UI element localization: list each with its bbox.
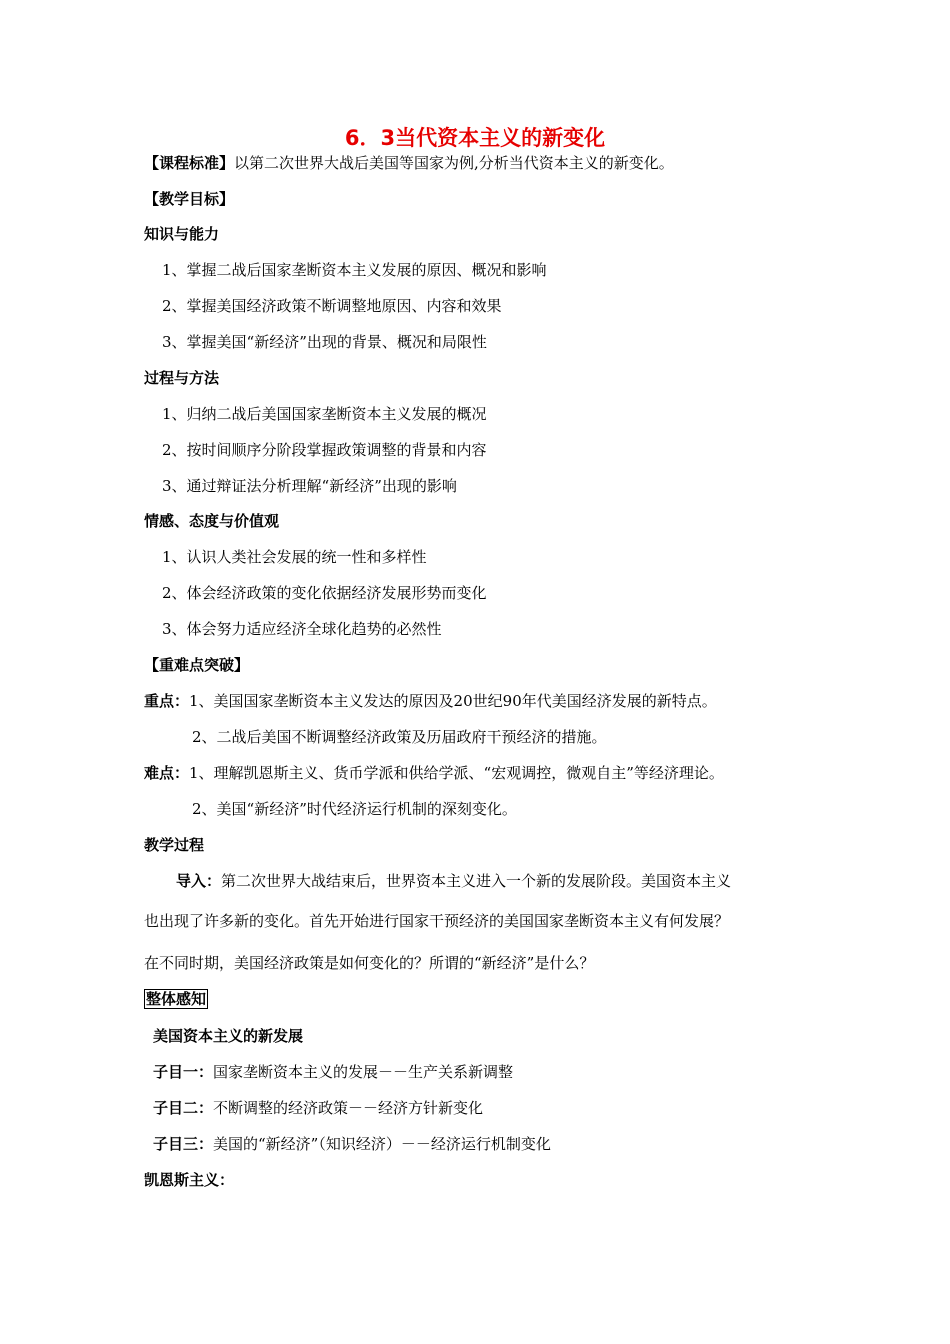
intro-label: 导入： xyxy=(176,872,222,890)
values-item: 1、认识人类社会发展的统一性和多样性 xyxy=(162,548,427,566)
focus-line xyxy=(144,691,717,711)
subitem-row xyxy=(153,1062,513,1082)
intro-line xyxy=(176,871,731,891)
difficulty-item: 1、理解凯恩斯主义、货币学派和供给学派、“宏观调控，微观自主”等经济理论。 xyxy=(189,764,724,782)
knowledge-item: 1、掌握二战后国家垄断资本主义发展的原因、概况和影响 xyxy=(162,261,547,279)
focus-label: 重点： xyxy=(144,692,190,710)
subitem-row xyxy=(153,1098,483,1118)
overview-heading-wrap xyxy=(144,989,208,1009)
values-heading: 情感、态度与价值观 xyxy=(144,512,280,530)
intro-text: 在不同时期，美国经济政策是如何变化的？所谓的“新经济”是什么？ xyxy=(144,954,595,972)
subitem-label: 子目二： xyxy=(153,1099,214,1117)
process-item: 3、通过辩证法分析理解“新经济”出现的影响 xyxy=(162,477,457,495)
objectives-heading: 【教学目标】 xyxy=(144,190,235,208)
knowledge-item: 2、掌握美国经济政策不断调整地原因、内容和效果 xyxy=(162,297,502,315)
process-item: 1、归纳二战后美国国家垄断资本主义发展的概况 xyxy=(162,405,487,423)
subitem-text: 国家垄断资本主义的发展－－生产关系新调整 xyxy=(213,1063,514,1081)
intro-text: 第二次世界大战结束后，世界资本主义进入一个新的发展阶段。美国资本主义 xyxy=(221,872,732,890)
difficulty-item: 2、美国“新经济”时代经济运行机制的深刻变化。 xyxy=(192,800,517,818)
process-item: 2、按时间顺序分阶段掌握政策调整的背景和内容 xyxy=(162,441,487,459)
subitem-text: 美国的“新经济”（知识经济）－－经济运行机制变化 xyxy=(213,1135,551,1153)
overview-subtitle: 美国资本主义的新发展 xyxy=(153,1027,304,1045)
keypoints-heading: 【重难点突破】 xyxy=(144,656,250,674)
subitem-label: 子目三： xyxy=(153,1135,214,1153)
overview-heading: 整体感知 xyxy=(146,990,207,1008)
process-heading: 过程与方法 xyxy=(144,369,220,387)
focus-item: 1、美国国家垄断资本主义发达的原因及20世纪90年代美国经济发展的新特点。 xyxy=(189,692,717,710)
teaching-process-heading: 教学过程 xyxy=(144,836,205,854)
values-item: 2、体会经济政策的变化依据经济发展形势而变化 xyxy=(162,584,487,602)
curriculum-standard xyxy=(144,153,674,173)
intro-text: 也出现了许多新的变化。首先开始进行国家干预经济的美国国家垄断资本主义有何发展？ xyxy=(144,912,730,930)
difficulty-label: 难点： xyxy=(144,764,190,782)
curriculum-text: 以第二次世界大战后美国等国家为例,分析当代资本主义的新变化。 xyxy=(234,154,674,172)
difficulty-line xyxy=(144,763,724,783)
focus-item: 2、二战后美国不断调整经济政策及历届政府干预经济的措施。 xyxy=(192,728,607,746)
subitem-label: 子目一： xyxy=(153,1063,214,1081)
document-title: 6．3当代资本主义的新变化 xyxy=(344,126,606,150)
knowledge-item: 3、掌握美国“新经济”出现的背景、概况和局限性 xyxy=(162,333,487,351)
values-item: 3、体会努力适应经济全球化趋势的必然性 xyxy=(162,620,442,638)
subitem-row xyxy=(153,1134,551,1154)
knowledge-heading: 知识与能力 xyxy=(144,225,220,243)
curriculum-label: 【课程标准】 xyxy=(144,154,235,172)
subitem-text: 不断调整的经济政策－－经济方针新变化 xyxy=(213,1099,484,1117)
keynes-heading: 凯恩斯主义： xyxy=(144,1171,235,1189)
